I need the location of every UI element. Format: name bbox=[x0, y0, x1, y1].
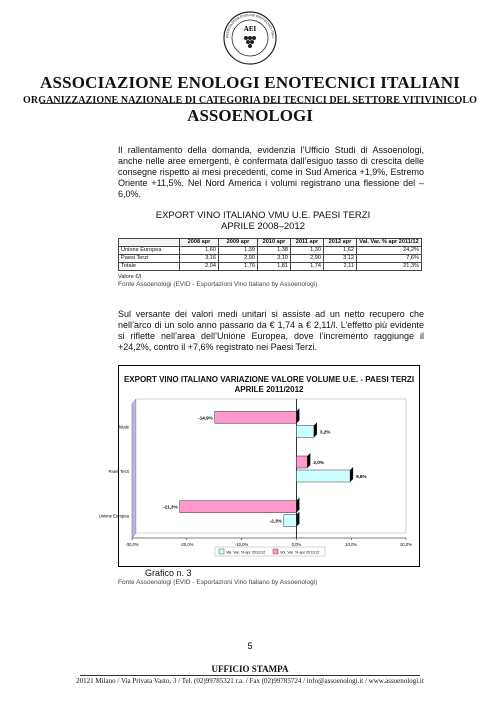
table-cell: 2,90 bbox=[219, 255, 258, 263]
table-header-cell bbox=[119, 239, 180, 247]
chart-source: Fonte Assoenologi (EVID - Esportazioni Vino Italiano by Assoenologi) bbox=[118, 579, 318, 586]
x-tick-label: 10,0% bbox=[345, 542, 358, 547]
table-cell: 1,81 bbox=[258, 263, 291, 271]
table-cell: Paesi Terzi bbox=[119, 255, 180, 263]
data-label: -2,3% bbox=[269, 518, 282, 524]
table-row bbox=[119, 263, 422, 271]
chart-frame bbox=[98, 365, 420, 567]
footer-address: 20121 Milano / Via Privata Vasto, 3 / Tel. (02)99785321 r.a. / Fax (02)99785724 / info@assoenologi.it / www.assoenologi.it bbox=[76, 677, 424, 685]
data-label: 9,8% bbox=[356, 474, 367, 479]
table-cell: Totale bbox=[119, 263, 180, 271]
page-number: 5 bbox=[247, 641, 253, 651]
table-title bbox=[118, 210, 408, 232]
bar bbox=[296, 470, 350, 482]
paragraph-1: Il rallentamento della domanda, evidenzia l’Ufficio Studi di Assoenologi, anche nelle aree emergenti, è confermata dall’esiguo tasso di crescita delle consegne rispetto ai mesi precedenti, come in Sud America +1,9%, Estremo Oriente +11,5%. Nel Nord America i volumi registrano una flessione del –6,0%. bbox=[118, 145, 424, 199]
bar bbox=[180, 501, 297, 513]
bar bbox=[284, 515, 297, 527]
legend-label: Val. Var. % apr 2011/12 bbox=[226, 550, 266, 555]
bar bbox=[296, 425, 314, 437]
category-label: Paesi Terzi bbox=[108, 469, 129, 474]
table-header-cell: 2012 apr bbox=[324, 239, 357, 247]
data-label: -14,9% bbox=[198, 415, 213, 421]
table-row bbox=[119, 255, 422, 263]
org-name: ASSOCIAZIONE ENOLOGI ENOTECNICI ITALIANI bbox=[39, 73, 461, 92]
bar bbox=[215, 411, 297, 423]
table-header-cell: Val. Var. % apr 2011/12 bbox=[357, 239, 422, 247]
x-tick-label: -10,0% bbox=[234, 542, 249, 547]
table-source: Fonte Assoenologi (EVID - Esportazioni Vino Italiano by Assoenologi) bbox=[118, 281, 318, 288]
legend-swatch bbox=[273, 549, 278, 554]
association-logo bbox=[222, 10, 278, 66]
table-cell: 1,62 bbox=[324, 247, 357, 255]
table-title-line2: APRILE 2008–2012 bbox=[221, 221, 305, 232]
logo-ring-text: ASSOCIAZIONE ENOLOGI ENOTECNICI ITALI bbox=[224, 12, 276, 39]
table-header-cell: 2008 apr bbox=[180, 239, 219, 247]
table-cell: 1,60 bbox=[180, 247, 219, 255]
x-tick-label: -20,0% bbox=[180, 542, 194, 547]
plot-side-wall bbox=[132, 399, 136, 538]
data-label: 3,2% bbox=[319, 429, 331, 435]
x-tick-label: -30,0% bbox=[125, 542, 139, 547]
bar-chart bbox=[98, 366, 419, 566]
legend-label: Vol. Var. % apr 2011/12 bbox=[280, 550, 320, 555]
table-header-cell: 2009 apr bbox=[219, 239, 258, 247]
category-label: Unione Europea bbox=[98, 513, 129, 519]
table-unit-note: Valore €/l bbox=[118, 274, 142, 280]
table-cell: Unione Europea bbox=[119, 247, 180, 255]
category-label: Totale bbox=[117, 424, 129, 430]
table-header-row bbox=[119, 239, 422, 247]
table-title-line1: EXPORT VINO ITALIANO VMU U.E. PAESI TERZI bbox=[155, 210, 371, 221]
data-label: 2,0% bbox=[313, 460, 324, 465]
org-short-name: ASSOENOLOGI bbox=[187, 106, 313, 125]
export-value-table bbox=[118, 238, 422, 271]
logo-text: AEI bbox=[243, 25, 257, 33]
org-subtitle: ORGANIZZAZIONE NAZIONALE DI CATEGORIA DEI TECNICI DEL SETTORE VITIVINICOLO bbox=[23, 95, 477, 106]
footer-office: UFFICIO STAMPA bbox=[211, 664, 289, 674]
paragraph-2: Sul versante dei valori medi unitari si assiste ad un netto recupero che nell’arco di un solo anno passano da € 1,74 a € 2,11/l. L’effetto più evidente si riflette nell’area dell’Unione Europea, dove l’incremento raggiunge il +24,2%, contro il +7,6% registrato nei Paesi Terzi. bbox=[118, 309, 424, 352]
table-row bbox=[119, 247, 422, 255]
table-cell: 2,11 bbox=[324, 263, 357, 271]
table-cell: 3,12 bbox=[324, 255, 357, 263]
footer-rule bbox=[80, 675, 420, 676]
data-label: -21,3% bbox=[163, 504, 178, 510]
table-cell: 24,2% bbox=[357, 247, 422, 255]
table-cell: 1,74 bbox=[291, 263, 324, 271]
x-tick-label: 0,0% bbox=[291, 542, 302, 547]
table-cell: 2,04 bbox=[180, 263, 219, 271]
x-tick-label: 20,0% bbox=[400, 542, 412, 547]
chart-caption: Grafico n. 3 bbox=[145, 568, 192, 578]
table-cell: 1,30 bbox=[291, 247, 324, 255]
table-header-cell: 2010 apr bbox=[258, 239, 291, 247]
table-cell: 21,3% bbox=[357, 263, 422, 271]
table-cell: 2,90 bbox=[291, 255, 324, 263]
legend-swatch bbox=[219, 549, 224, 554]
chart-title: EXPORT VINO ITALIANO VARIAZIONE VALORE VOLUME U.E. - PAESI TERZI APRILE 2011/2012 bbox=[123, 375, 415, 394]
table-cell: 1,39 bbox=[219, 247, 258, 255]
table-cell: 3,10 bbox=[258, 255, 291, 263]
table-cell: 3,16 bbox=[180, 255, 219, 263]
table-cell: 7,6% bbox=[357, 255, 422, 263]
table-header-cell: 2011 apr bbox=[291, 239, 324, 247]
bar bbox=[296, 456, 307, 468]
table-cell: 1,38 bbox=[258, 247, 291, 255]
table-cell: 1,76 bbox=[219, 263, 258, 271]
